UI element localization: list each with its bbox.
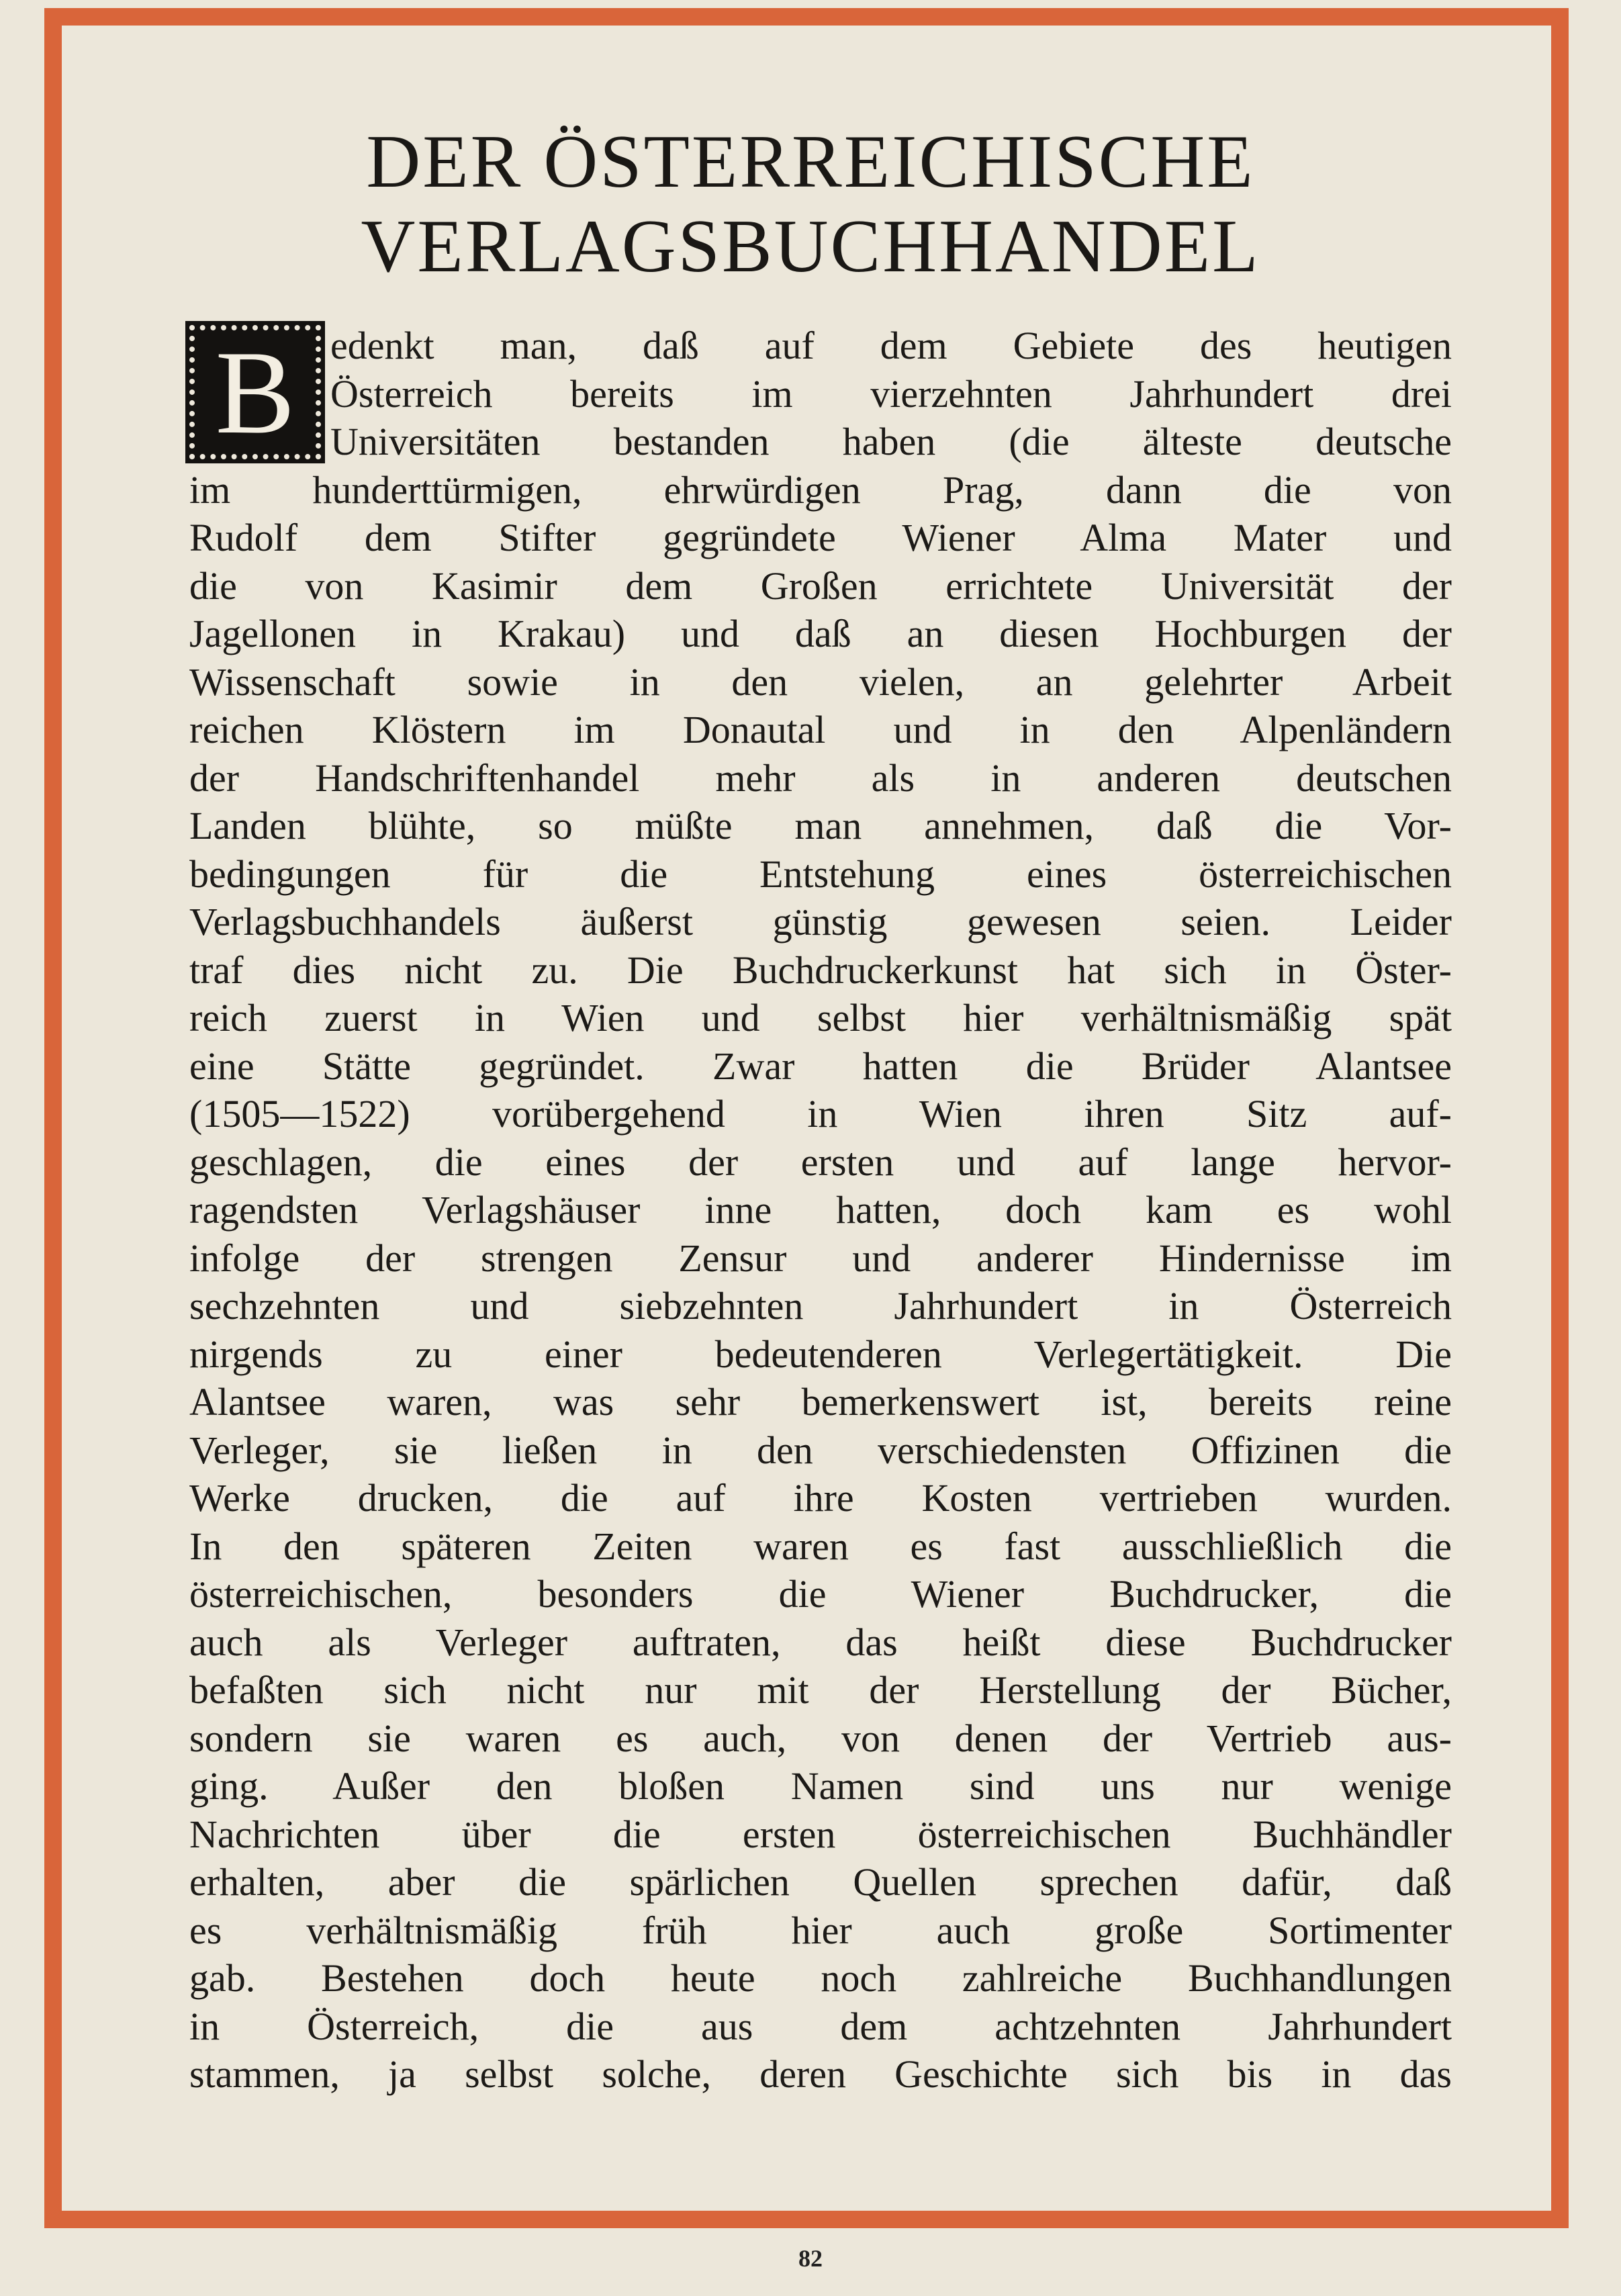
text-line: bedingungen für die Entstehung eines österreichischen xyxy=(189,852,1452,896)
page-number: 82 xyxy=(798,2245,823,2272)
text-line: erhalten, aber die spärlichen Quellen sprechen dafür, daß xyxy=(189,1860,1452,1904)
text-line: Universitäten bestanden haben (die älteste deutsche xyxy=(330,420,1452,463)
text-line: sechzehnten und siebzehnten Jahrhundert in Österreich xyxy=(189,1284,1452,1328)
text-line: Wissenschaft sowie in den vielen, an gelehrter Arbeit xyxy=(189,659,1452,704)
title-line-1: DER ÖSTERREICHISCHE xyxy=(366,120,1255,203)
text-line: reich zuerst in Wien und selbst hier verhältnismäßig spät xyxy=(189,996,1452,1040)
text-line: infolge der strengen Zensur und anderer Hindernisse im xyxy=(189,1236,1452,1280)
text-line: Jagellonen in Krakau) und daß an diesen Hochburgen der xyxy=(189,612,1452,655)
text-line: die von Kasimir dem Großen errichtete Universität der xyxy=(189,563,1452,608)
text-line: sondern sie waren es auch, von denen der Vertrieb aus- xyxy=(189,1716,1452,1760)
text-line: in Österreich, die aus dem achtzehnten Jahrhundert xyxy=(189,2004,1452,2048)
text-line: im hunderttürmigen, ehrwürdigen Prag, dann die von xyxy=(189,467,1452,512)
text-line: auch als Verleger auftraten, das heißt diese Buchdrucker xyxy=(189,1620,1452,1664)
text-line: geschlagen, die eines der ersten und auf lange hervor- xyxy=(189,1140,1452,1184)
text-line: österreichischen, besonders die Wiener Buchdrucker, die xyxy=(189,1572,1452,1616)
text-line: ging. Außer den bloßen Namen sind uns nur wenige xyxy=(189,1764,1452,1808)
text-line: Werke drucken, die auf ihre Kosten vertrieben wurden. xyxy=(189,1476,1452,1520)
text-line: Österreich bereits im vierzehnten Jahrhundert drei xyxy=(330,371,1452,416)
text-line: traf dies nicht zu. Die Buchdruckerkunst hat sich in Öster- xyxy=(189,948,1452,992)
article-body xyxy=(189,322,1452,2099)
text-line: der Handschriftenhandel mehr als in anderen deutschen xyxy=(189,755,1452,800)
text-line: stammen, ja selbst solche, deren Geschichte sich bis in das xyxy=(189,2052,1452,2096)
text-line: Nachrichten über die ersten österreichischen Buchhändler xyxy=(189,1812,1452,1856)
text-line: eine Stätte gegründet. Zwar hatten die Brüder Alantsee xyxy=(189,1044,1452,1088)
text-line: ragendsten Verlagshäuser inne hatten, doch kam es wohl xyxy=(189,1188,1452,1232)
text-line: (1505—1522) vorübergehend in Wien ihren Sitz auf- xyxy=(189,1092,1452,1136)
text-line: edenkt man, daß auf dem Gebiete des heutigen xyxy=(330,324,1452,367)
text-line: Landen blühte, so müßte man annehmen, daß die Vor- xyxy=(189,804,1452,847)
text-line: reichen Klöstern im Donautal und in den Alpenländern xyxy=(189,708,1452,751)
text-line: Alantsee waren, was sehr bemerkenswert ist, bereits reine xyxy=(189,1380,1452,1424)
page-title xyxy=(0,120,1621,289)
text-line: Verleger, sie ließen in den verschiedensten Offizinen die xyxy=(189,1428,1452,1472)
text-line: nirgends zu einer bedeutenderen Verlegertätigkeit. Die xyxy=(189,1332,1452,1376)
text-line: Rudolf dem Stifter gegründete Wiener Alma Mater und xyxy=(189,516,1452,559)
text-line: In den späteren Zeiten waren es fast ausschließlich die xyxy=(189,1524,1452,1568)
text-line: befaßten sich nicht nur mit der Herstellung der Bücher, xyxy=(189,1668,1452,1712)
title-line-2: VERLAGSBUCHHANDEL xyxy=(361,205,1260,288)
text-line: gab. Bestehen doch heute noch zahlreiche Buchhandlungen xyxy=(189,1956,1452,2000)
text-line: Verlagsbuchhandels äußerst günstig gewesen seien. Leider xyxy=(189,900,1452,944)
text-line: es verhältnismäßig früh hier auch große Sortimenter xyxy=(189,1908,1452,1952)
drop-cap-letter: B xyxy=(215,326,295,459)
